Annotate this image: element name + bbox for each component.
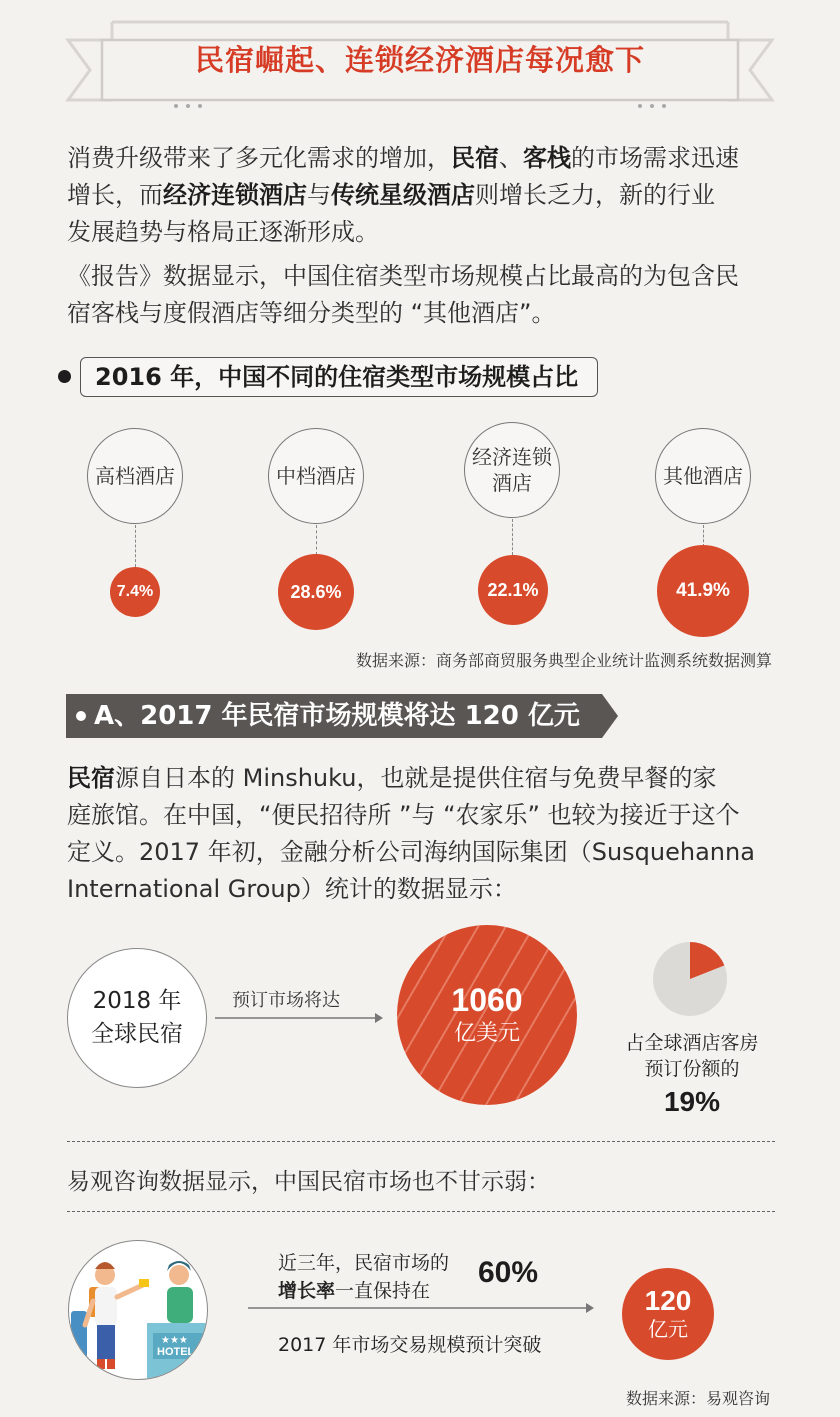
category-circle-midscale: 中档酒店 <box>268 428 364 524</box>
source-note-2: 数据来源：易观咨询 <box>625 1389 770 1408</box>
hotel-checkin-illustration <box>68 1240 208 1380</box>
sectionA-line-3: 定义。2017 年初，金融分析公司海纳国际集团（Susquehanna <box>67 838 755 866</box>
sectionA-line-4: International Group）统计的数据显示： <box>67 875 517 903</box>
keyword-economy-chain: 经济连锁酒店 <box>163 181 307 209</box>
connector-line <box>512 519 513 555</box>
dashed-divider <box>67 1211 775 1212</box>
intro-p2-line-2: 宿客栈与度假酒店等细分类型的 “其他酒店”。 <box>67 299 556 327</box>
intro-p2-line-1: 《报告》数据显示，中国住宿类型市场规模占比最高的为包含民 <box>67 262 739 290</box>
growth-line-2: 增长率一直保持在 <box>278 1280 431 1302</box>
connector-line <box>316 525 317 555</box>
category-circle-economy: 经济连锁 酒店 <box>464 422 560 518</box>
global-market-unit: 亿美元 <box>453 1021 520 1046</box>
arrow-label-booking: 预订市场将达 <box>232 990 340 1011</box>
share-bubble-economy: 22.1% <box>478 555 548 625</box>
growth-line-1: 近三年，民宿市场的 <box>278 1252 450 1274</box>
sectionA-paragraph <box>67 760 779 908</box>
connector-line <box>703 525 704 547</box>
bullet-dot <box>76 711 86 721</box>
china-market-value-circle <box>622 1268 714 1360</box>
source-note-1: 数据来源：商务部商贸服务典型企业统计监测系统数据测算 <box>355 651 772 670</box>
hotel-reception-icon <box>69 1241 208 1380</box>
pie-caption: 占全球酒店客房 预订份额的 <box>625 1032 759 1080</box>
page-title: 民宿崛起、连锁经济酒店每况愈下 <box>194 43 645 77</box>
keyword-minsu: 民宿 <box>451 144 499 172</box>
keyword-minsu: 民宿 <box>67 764 115 792</box>
sectionA-line-2: 庭旅馆。在中国，“便民招待所 ”与 “农家乐” 也较为接近于这个 <box>67 801 740 829</box>
intro-line-1: 消费升级带来了多元化需求的增加，民宿、客栈的市场需求迅速 <box>67 144 739 172</box>
arrow-right-icon <box>248 1300 598 1316</box>
share-bubble-upscale: 7.4% <box>110 567 160 617</box>
sectionA-title: A、2017 年民宿市场规模将达 120 亿元 <box>94 701 580 731</box>
scale-text: 2017 年市场交易规模预计突破 <box>278 1334 542 1356</box>
intro-paragraph-2 <box>67 258 779 332</box>
keyword-star-hotel: 传统星级酒店 <box>331 181 475 209</box>
category-circle-other: 其他酒店 <box>655 428 751 524</box>
china-intro-text: 易观咨询数据显示，中国民宿市场也不甘示弱： <box>67 1169 550 1195</box>
china-market-unit: 亿元 <box>648 1317 688 1341</box>
arrow-right-icon <box>215 1010 385 1026</box>
category-circle-upscale: 高档酒店 <box>87 428 183 524</box>
global-minsu-circle: 2018 年 全球民宿 <box>67 948 207 1088</box>
global-market-value-circle <box>397 925 577 1105</box>
global-market-value: 1060 <box>451 982 523 1018</box>
china-market-value: 120 <box>644 1285 692 1316</box>
bullet-dot <box>58 370 71 383</box>
share-bubble-other: 41.9% <box>657 545 749 637</box>
share-pie-chart <box>652 941 728 1017</box>
section1-title: 2016 年，中国不同的住宿类型市场规模占比 <box>80 357 598 397</box>
intro-line-2: 增长，而经济连锁酒店与传统星级酒店则增长乏力，新的行业 <box>67 181 715 209</box>
keyword-kezhan: 客栈 <box>523 144 571 172</box>
intro-line-3: 发展趋势与格局正逐渐形成。 <box>67 218 379 246</box>
keyword-growth-rate: 增长率 <box>278 1280 336 1302</box>
share-bubble-midscale: 28.6% <box>278 554 354 630</box>
pie-share-percent: 19% <box>663 1086 721 1117</box>
hotel-sign: HOTEL <box>157 1346 195 1358</box>
sectionA-header <box>66 694 618 738</box>
svg-text:★★★: ★★★ <box>161 1335 188 1346</box>
intro-paragraph-1 <box>67 140 779 251</box>
connector-line <box>135 525 136 567</box>
dashed-divider <box>67 1141 775 1142</box>
growth-rate-value: 60% <box>478 1256 539 1289</box>
sectionA-line-1: 民宿源自日本的 Minshuku，也就是提供住宿与免费早餐的家 <box>67 764 717 792</box>
